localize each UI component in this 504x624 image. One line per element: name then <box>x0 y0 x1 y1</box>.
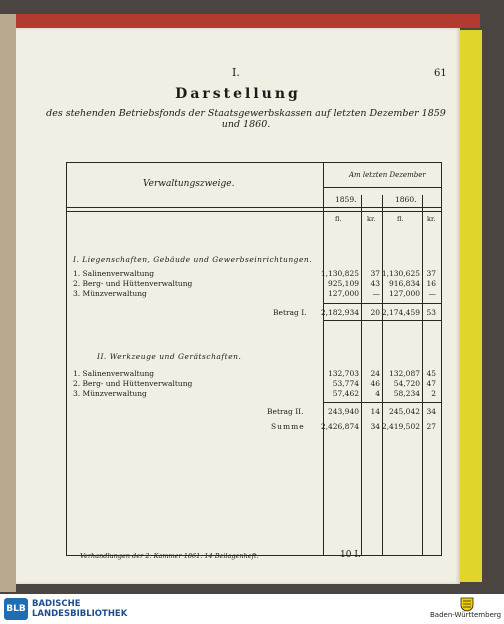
unit-fl-2: fl. <box>397 215 404 223</box>
cell-fl-1859: 132,703 <box>327 369 359 378</box>
row-divider <box>67 207 441 208</box>
sum-label: Summe <box>271 422 305 431</box>
subtotal-rule <box>323 303 441 304</box>
cell-fl-1859: 53,774 <box>332 379 359 388</box>
cell-fl-1860: 132,087 <box>388 369 420 378</box>
section-title: I. Liegenschaften, Gebäude und Gewerbseinrichtungen. <box>73 255 313 264</box>
document-page <box>16 28 460 584</box>
subtotal-fl-1859: 243,940 <box>327 407 359 416</box>
unit-fl-1: fl. <box>335 215 342 223</box>
section-mark: I. <box>232 66 240 79</box>
cell-fl-1860: 1,130,625 <box>381 269 420 278</box>
unit-kr-2: kr. <box>427 215 436 223</box>
cell-kr-1859: 43 <box>370 279 380 288</box>
cell-kr-1860: — <box>428 289 436 298</box>
state-name: Baden-Württemberg <box>430 611 502 619</box>
cell-fl-1859: 925,109 <box>327 279 359 288</box>
gilt-page-edge <box>458 30 482 582</box>
library-name <box>32 599 127 619</box>
subtotal-kr-1859: 14 <box>370 407 380 416</box>
page-title: Darstellung <box>175 86 301 102</box>
cell-fl-1859: 127,000 <box>327 289 359 298</box>
cell-kr-1859: 46 <box>370 379 380 388</box>
col-divider <box>422 195 423 555</box>
page-subtitle: des stehenden Betriebsfonds der Staatsgewerbskassen auf letzten Dezember 1859 und 1860. <box>46 108 446 130</box>
subtotal-kr-1860: 34 <box>426 407 436 416</box>
subtotal-rule <box>323 402 441 403</box>
row-divider <box>67 211 441 212</box>
row-label: 2. Berg- und Hüttenverwaltung <box>73 279 193 288</box>
col-divider <box>323 163 324 555</box>
cell-fl-1860: 127,000 <box>388 289 420 298</box>
cell-kr-1860: 16 <box>426 279 436 288</box>
row-label: 1. Salinenverwaltung <box>73 369 155 378</box>
subtotal-label: Betrag II. <box>267 407 304 416</box>
unit-kr-1: kr. <box>367 215 376 223</box>
library-footer-bar <box>0 594 504 624</box>
subtotal-kr-1860: 53 <box>426 308 436 317</box>
data-table <box>66 162 442 556</box>
cell-kr-1859: 37 <box>370 269 380 278</box>
footer-signature: 10 I. <box>340 550 361 560</box>
row-label: 1. Salinenverwaltung <box>73 269 155 278</box>
page-number: 61 <box>434 68 447 79</box>
subtotal-rule <box>323 320 441 321</box>
col-divider <box>382 195 383 555</box>
cell-fl-1860: 54,720 <box>393 379 420 388</box>
cell-fl-1860: 58,234 <box>393 389 420 398</box>
subtotal-label: Betrag I. <box>273 308 307 317</box>
row-label: 3. Münzverwaltung <box>73 289 147 298</box>
cell-kr-1860: 47 <box>426 379 436 388</box>
baden-wuerttemberg-crest-icon <box>458 596 476 612</box>
col-divider <box>361 195 362 555</box>
row-divider <box>323 187 441 188</box>
cell-kr-1860: 37 <box>426 269 436 278</box>
column-header-branches: Verwaltungszweige. <box>143 179 235 189</box>
cell-kr-1859: 4 <box>375 389 380 398</box>
book-cover-edge <box>0 14 480 28</box>
library-name-line-2: LANDESBIBLIOTHEK <box>32 609 128 619</box>
row-label: 3. Münzverwaltung <box>73 389 147 398</box>
library-name-line-1: BADISCHE <box>32 599 81 609</box>
cell-fl-1859: 57,462 <box>332 389 359 398</box>
row-label: 2. Berg- und Hüttenverwaltung <box>73 379 193 388</box>
cell-kr-1859: — <box>372 289 380 298</box>
cell-kr-1860: 45 <box>426 369 436 378</box>
sum-fl-1859: 2,426,874 <box>320 422 359 431</box>
year-1860-header: 1860. <box>395 195 417 204</box>
footer-source: Verhandlungen der 2. Kammer 1861. 14 Beilagenheft. <box>80 552 259 560</box>
cell-fl-1859: 1,130,825 <box>320 269 359 278</box>
cell-kr-1860: 2 <box>431 389 436 398</box>
column-header-group: Am letzten Dezember <box>349 171 426 179</box>
subtotal-fl-1860: 245,042 <box>388 407 420 416</box>
blb-logo-icon: BLB <box>4 598 28 620</box>
subtotal-kr-1859: 20 <box>370 308 380 317</box>
sum-fl-1860: 2,419,502 <box>381 422 420 431</box>
subtotal-fl-1860: 2,174,459 <box>381 308 420 317</box>
cell-kr-1859: 24 <box>370 369 380 378</box>
sum-kr-1859: 34 <box>370 422 380 431</box>
section-title: II. Werkzeuge und Gerätschaften. <box>97 352 242 361</box>
sum-kr-1860: 27 <box>426 422 436 431</box>
year-1859-header: 1859. <box>335 195 357 204</box>
subtotal-fl-1859: 2,182,934 <box>320 308 359 317</box>
cell-fl-1860: 916,834 <box>388 279 420 288</box>
book-spine-edge <box>0 14 16 592</box>
